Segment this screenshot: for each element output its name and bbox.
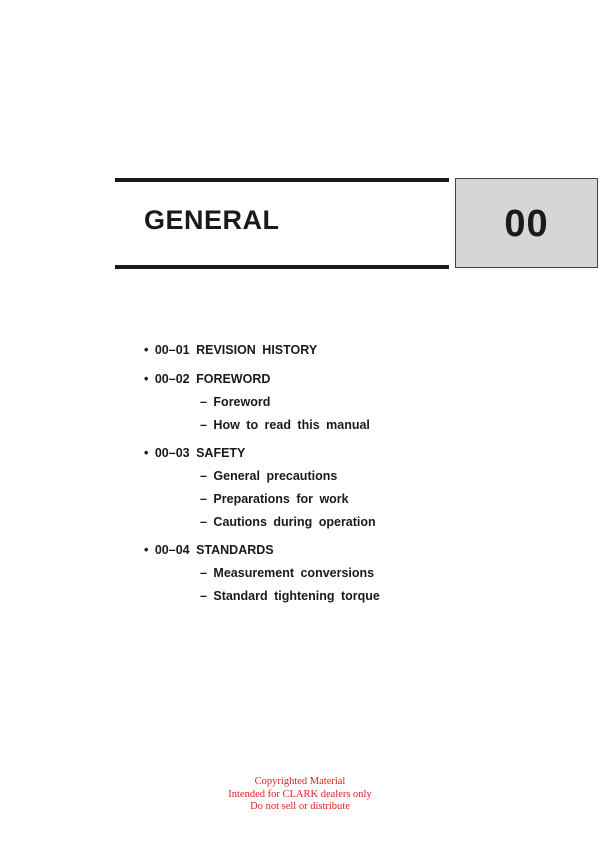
toc-item-measurement-conversions[interactable]: – Measurement conversions: [200, 566, 375, 580]
copyright-line-3: Do not sell or distribute: [250, 801, 350, 812]
copyright-line-2: Intended for CLARK dealers only: [228, 788, 372, 800]
title-bottom-rule: [115, 265, 449, 269]
toc-item-foreword-section[interactable]: • 00–02 FOREWORD: [144, 372, 271, 386]
copyright-notice: [0, 776, 600, 814]
toc-item-preparations-for-work[interactable]: – Preparations for work: [200, 492, 349, 506]
toc-item-revision-history[interactable]: • 00–01 REVISION HISTORY: [144, 343, 318, 357]
toc-item-how-to-read[interactable]: – How to read this manual: [200, 418, 370, 432]
toc-item-foreword[interactable]: – Foreword: [200, 395, 271, 409]
toc-item-standards-section[interactable]: • 00–04 STANDARDS: [144, 543, 274, 557]
copyright-line-1: Copyrighted Material: [254, 776, 346, 787]
chapter-number: 00: [504, 203, 549, 245]
toc-item-standard-tightening-torque[interactable]: – Standard tightening torque: [200, 589, 380, 603]
chapter-number-box: [455, 178, 598, 268]
toc-item-general-precautions[interactable]: – General precautions: [200, 469, 338, 483]
toc-item-safety-section[interactable]: • 00–03 SAFETY: [144, 446, 246, 460]
page-title: GENERAL: [144, 205, 280, 235]
title-top-rule: [115, 178, 449, 182]
toc-item-cautions-during-operation[interactable]: – Cautions during operation: [200, 515, 376, 529]
